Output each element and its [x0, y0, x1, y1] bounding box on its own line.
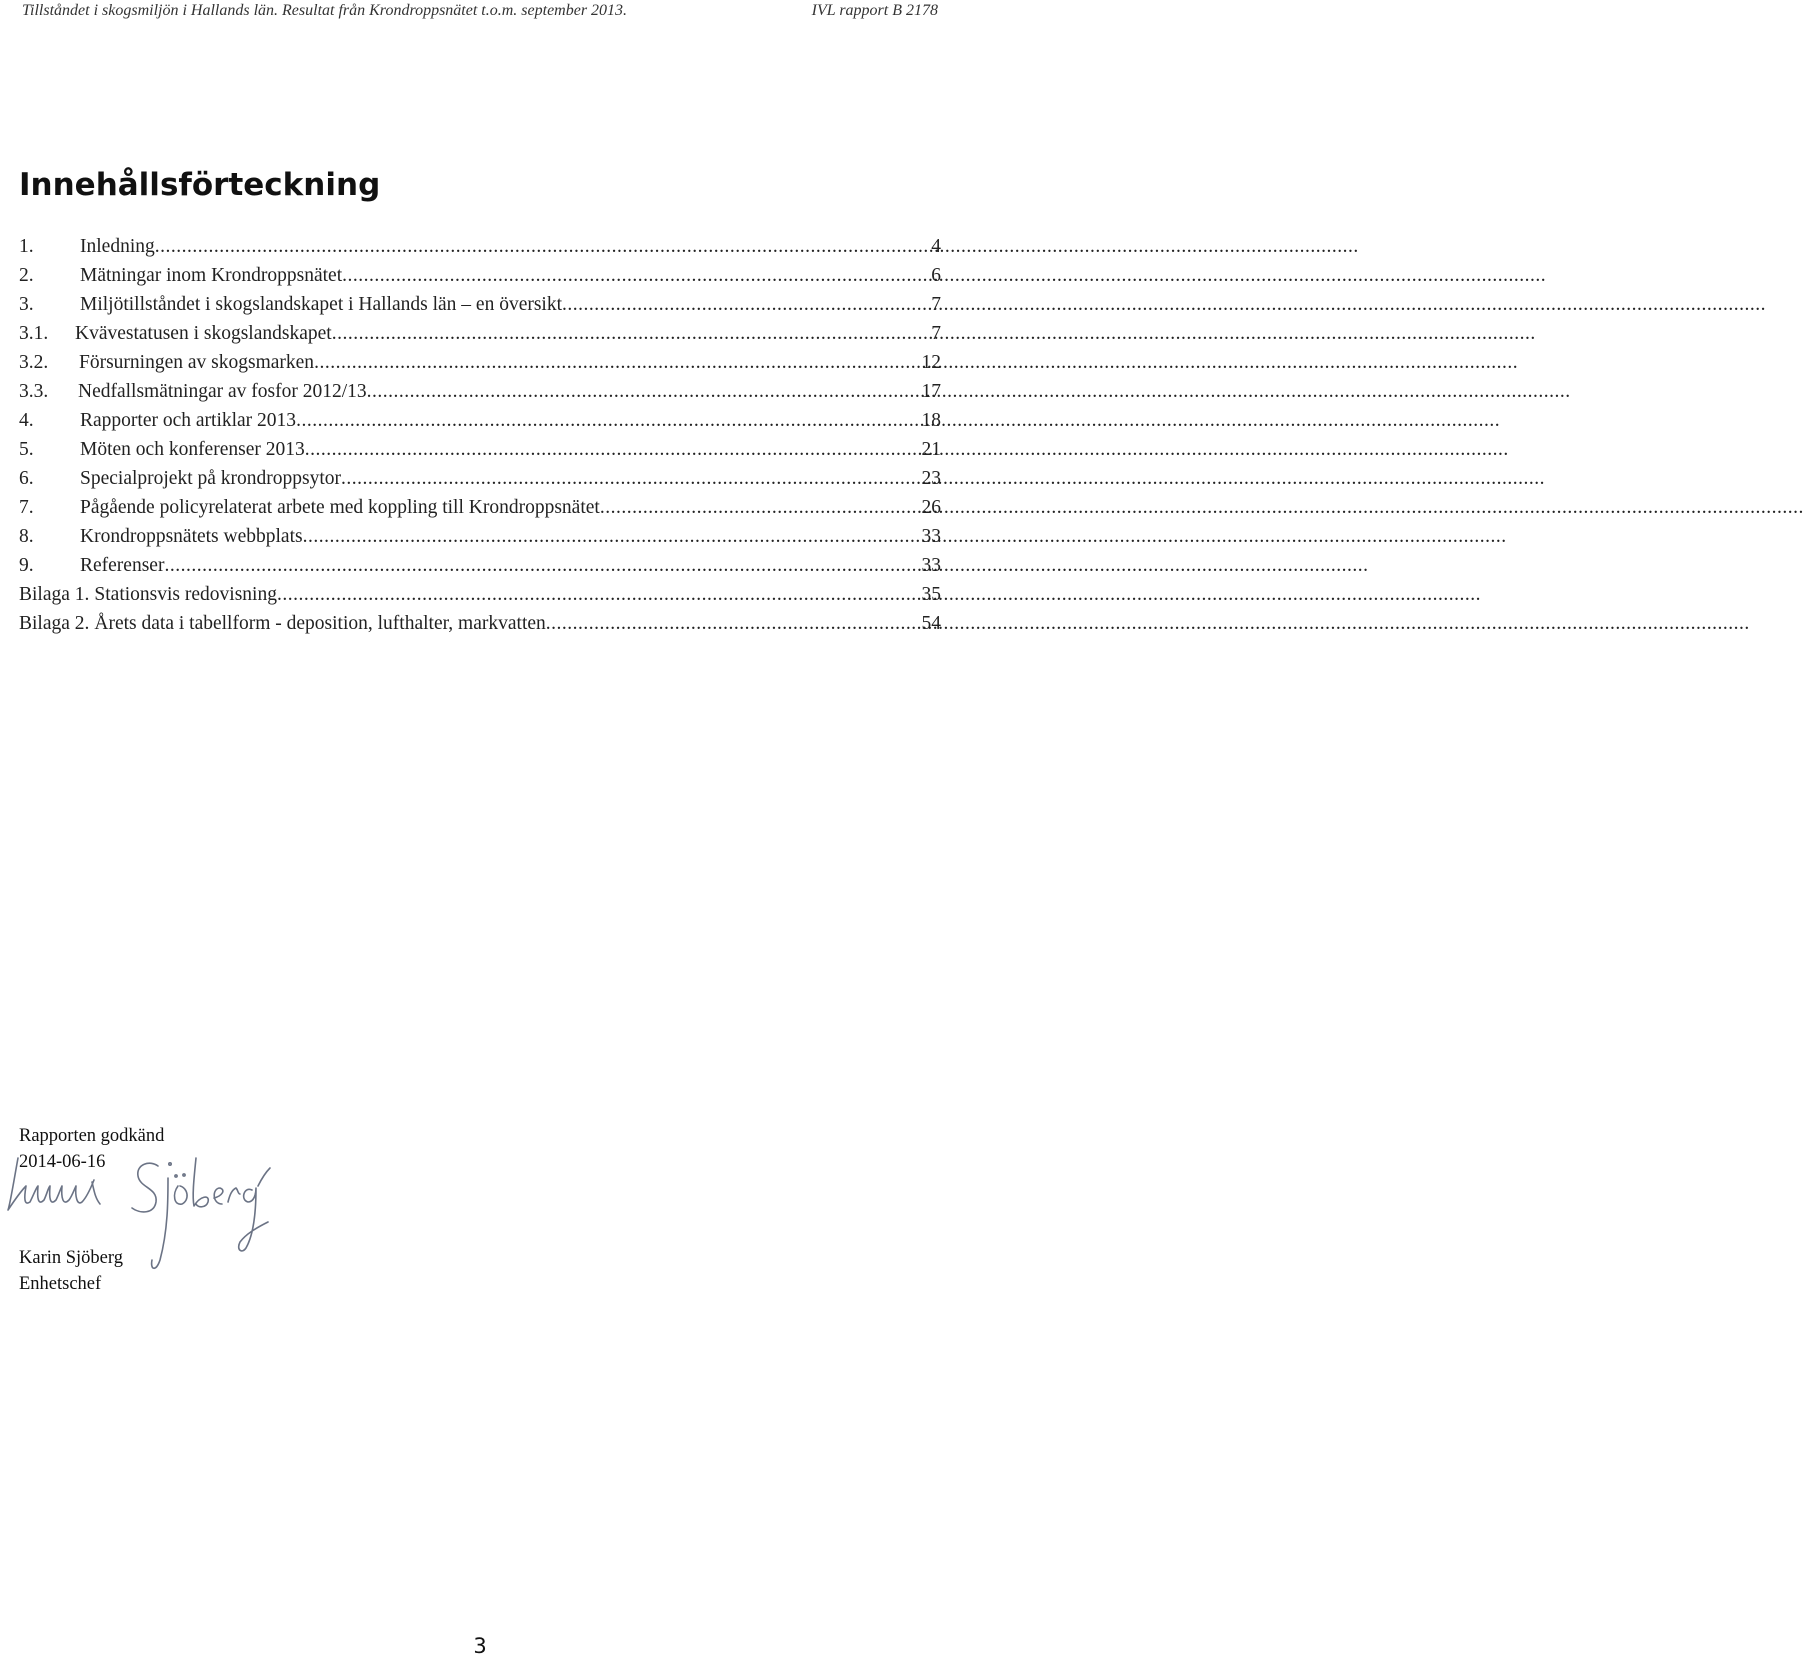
toc-item-page: 17: [921, 381, 941, 402]
toc-item-page: 33: [921, 555, 941, 576]
toc-item-number: 3.1.: [19, 323, 49, 344]
toc-item-text: Försurningen av skogsmarken: [79, 352, 315, 373]
approval-date: 2014-06-16: [19, 1152, 106, 1172]
toc-leader-dots: [305, 439, 921, 461]
toc-item-bilaga-1[interactable]: [19, 584, 941, 613]
toc-item-number: 3.3.: [19, 381, 49, 402]
toc-item-page: 7: [931, 294, 941, 315]
toc-leader-dots: [296, 410, 920, 432]
toc-item-5[interactable]: [19, 439, 941, 468]
toc-item-2[interactable]: [19, 265, 941, 294]
toc-leader-dots: [332, 323, 931, 345]
toc-item-6[interactable]: [19, 468, 941, 497]
toc-item-3-2[interactable]: [19, 352, 941, 381]
toc-leader-dots: [314, 352, 920, 374]
toc-item-page: 33: [921, 526, 941, 547]
toc-item-page: 7: [931, 323, 941, 344]
toc-item-number: 8.: [19, 526, 34, 547]
toc-item-number: 3.2.: [19, 352, 49, 373]
page-number: 3: [473, 1634, 487, 1658]
toc-item-number: 3.: [19, 294, 34, 315]
toc-item-3-3[interactable]: [19, 381, 941, 410]
toc-item-number: Bilaga 1.: [19, 584, 90, 605]
toc-item-page: 4: [931, 236, 941, 257]
approval-label: Rapporten godkänd: [19, 1126, 165, 1146]
toc-item-number: 1.: [19, 236, 34, 257]
toc-item-text: Årets data i tabellform - deposition, lufthalter, markvatten: [94, 613, 546, 634]
toc-leader-dots: [342, 265, 930, 287]
toc-item-3-1[interactable]: [19, 323, 941, 352]
toc-leader-dots: [277, 584, 921, 606]
toc-leader-dots: [164, 555, 920, 577]
toc-item-text: Nedfallsmätningar av fosfor 2012/13: [78, 381, 367, 402]
toc-item-page: 18: [921, 410, 941, 431]
page-header: [0, 0, 960, 30]
toc-item-number: 9.: [19, 555, 34, 576]
toc-item-8[interactable]: [19, 526, 941, 555]
toc-item-text: Stationsvis redovisning: [94, 584, 277, 605]
toc-item-number: 4.: [19, 410, 34, 431]
toc-item-text: Mätningar inom Krondroppsnätet: [80, 265, 343, 286]
toc-leader-dots: [562, 294, 930, 316]
table-of-contents: [19, 236, 941, 642]
toc-item-text: Referenser: [80, 555, 165, 576]
toc-item-page: 26: [921, 497, 941, 518]
toc-item-7[interactable]: [19, 497, 941, 526]
toc-leader-dots: [155, 236, 931, 258]
toc-title: Innehållsförteckning: [19, 167, 381, 203]
toc-item-page: 21: [921, 439, 941, 460]
toc-item-text: Rapporter och artiklar 2013: [80, 410, 297, 431]
toc-item-page: 23: [921, 468, 941, 489]
toc-leader-dots: [367, 381, 921, 403]
toc-item-text: Möten och konferenser 2013: [80, 439, 305, 460]
toc-leader-dots: [303, 526, 921, 548]
toc-item-number: 7.: [19, 497, 34, 518]
toc-item-text: Krondroppsnätets webbplats: [80, 526, 303, 547]
toc-item-page: 54: [921, 613, 941, 634]
toc-item-4[interactable]: [19, 410, 941, 439]
toc-item-number: 2.: [19, 265, 34, 286]
toc-item-bilaga-2[interactable]: [19, 613, 941, 642]
toc-leader-dots: [546, 613, 921, 635]
signer-block: [19, 1245, 123, 1297]
toc-leader-dots: [341, 468, 920, 490]
toc-item-text: Inledning: [80, 236, 155, 257]
toc-item-text: Kvävestatusen i skogslandskapet: [75, 323, 332, 344]
header-report-number: IVL rapport B 2178: [811, 2, 938, 19]
toc-item-1[interactable]: [19, 236, 941, 265]
toc-item-page: 6: [931, 265, 941, 286]
toc-item-3[interactable]: [19, 294, 941, 323]
toc-item-number: 5.: [19, 439, 34, 460]
toc-item-text: Pågående policyrelaterat arbete med koppling till Krondroppsnätet: [80, 497, 600, 518]
toc-leader-dots: [600, 497, 921, 519]
toc-item-number: Bilaga 2.: [19, 613, 90, 634]
header-report-title: Tillståndet i skogsmiljön i Hallands län. Resultat från Krondroppsnätet t.o.m. september 2013.: [22, 2, 628, 19]
toc-item-text: Specialprojekt på krondroppsytor: [80, 468, 342, 489]
toc-item-9[interactable]: [19, 555, 941, 584]
signer-name: Karin Sjöberg: [19, 1248, 123, 1268]
toc-item-text: Miljötillståndet i skogslandskapet i Hallands län – en översikt: [80, 294, 563, 315]
toc-item-number: 6.: [19, 468, 34, 489]
signer-role: Enhetschef: [19, 1274, 102, 1294]
toc-item-page: 35: [921, 584, 941, 605]
toc-item-page: 12: [921, 352, 941, 373]
